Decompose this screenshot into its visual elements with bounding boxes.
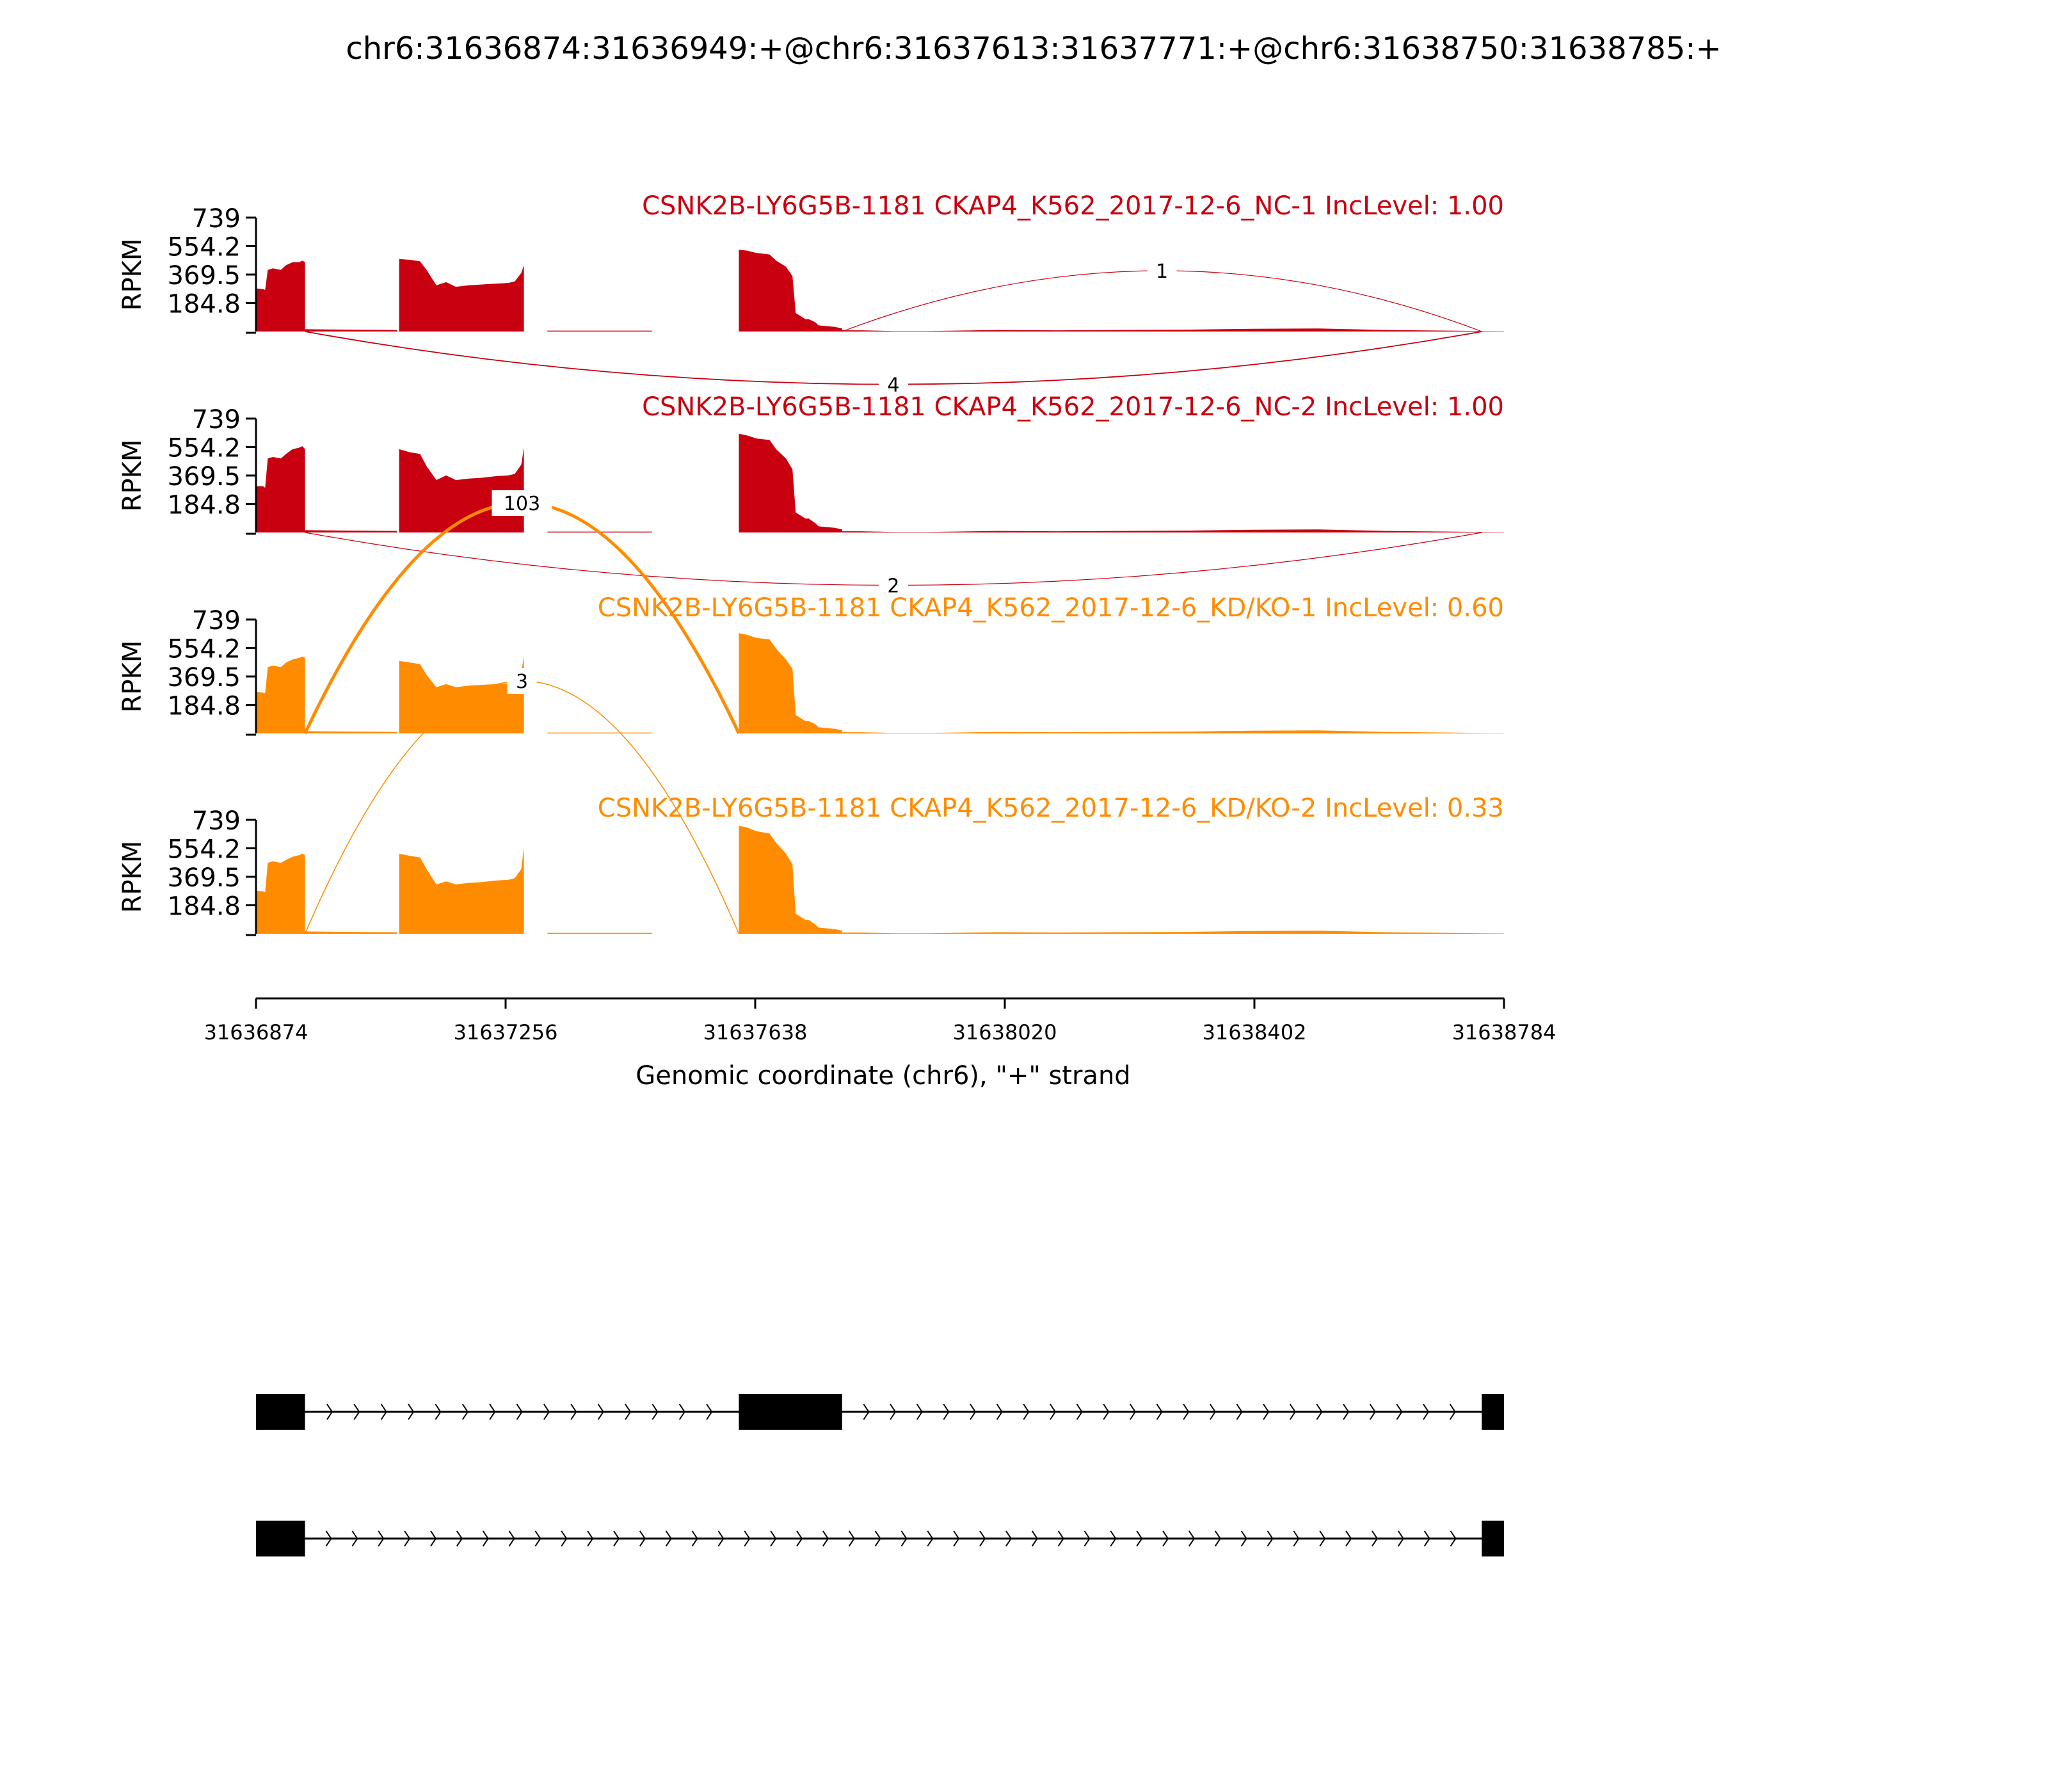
track-label: CSNK2B-LY6G5B-1181 CKAP4_K562_2017-12-6_KD/KO-1 IncLevel: 0.60 [597, 593, 1504, 623]
track-1 [118, 191, 1504, 397]
y-tick-label: 369.5 [167, 663, 241, 692]
exon-block [1482, 1394, 1504, 1430]
exon-block [256, 1521, 305, 1556]
track-4 [118, 668, 1504, 935]
track-label: CSNK2B-LY6G5B-1181 CKAP4_K562_2017-12-6_NC-2 IncLevel: 1.00 [642, 392, 1504, 422]
y-tick-label: 184.8 [167, 691, 241, 721]
y-axis-label: RPKM [118, 640, 147, 713]
x-tick-label: 31638784 [1452, 1020, 1556, 1044]
y-axis-label: RPKM [118, 439, 147, 512]
isoform-1 [256, 1394, 1504, 1430]
y-tick-label: 554.2 [167, 232, 241, 262]
track-label: CSNK2B-LY6G5B-1181 CKAP4_K562_2017-12-6_KD/KO-2 IncLevel: 0.33 [597, 794, 1504, 823]
y-tick-label: 554.2 [167, 634, 241, 664]
x-axis [204, 998, 1556, 1091]
y-tick-label: 739 [191, 806, 241, 836]
track-label: CSNK2B-LY6G5B-1181 CKAP4_K562_2017-12-6_NC-1 IncLevel: 1.00 [642, 191, 1504, 221]
coverage-area [256, 633, 1504, 733]
coverage-area [256, 250, 1504, 332]
x-tick-label: 31637638 [703, 1020, 808, 1044]
coverage-tracks [118, 191, 1504, 935]
track-2 [118, 392, 1504, 598]
exon-block [739, 1394, 842, 1430]
x-tick-label: 31636874 [204, 1020, 308, 1044]
y-axis-label: RPKM [118, 840, 147, 913]
isoform-structures [256, 1394, 1504, 1556]
isoform-2 [256, 1521, 1504, 1556]
x-tick-label: 31637256 [453, 1020, 558, 1044]
exon-block [256, 1394, 305, 1430]
y-tick-label: 369.5 [167, 863, 241, 893]
y-tick-label: 739 [191, 204, 241, 234]
y-tick-label: 554.2 [167, 433, 241, 463]
coverage-area [256, 826, 1504, 934]
x-tick-label: 31638020 [952, 1020, 1057, 1044]
y-tick-label: 184.8 [167, 892, 241, 922]
junction-count-label: 3 [515, 671, 529, 693]
junction-count-label: 2 [887, 575, 900, 598]
y-tick-label: 739 [191, 606, 241, 636]
junction-count-label: 103 [503, 493, 541, 515]
x-axis-label: Genomic coordinate (chr6), "+" strand [636, 1061, 1131, 1091]
plot-title: chr6:31636874:31636949:+@chr6:31637613:31637771:+@chr6:31638750:31638785:+ [346, 31, 1722, 67]
y-tick-label: 184.8 [167, 289, 241, 319]
exon-block [1482, 1521, 1504, 1556]
junction-count-label: 4 [887, 374, 900, 397]
y-tick-label: 184.8 [167, 490, 241, 520]
y-tick-label: 369.5 [167, 261, 241, 291]
x-tick-label: 31638402 [1202, 1020, 1307, 1044]
coverage-area [256, 434, 1504, 532]
y-tick-label: 369.5 [167, 462, 241, 492]
y-tick-label: 554.2 [167, 835, 241, 865]
junction-count-label: 1 [1155, 260, 1169, 283]
y-tick-label: 739 [191, 405, 241, 435]
y-axis-label: RPKM [118, 238, 147, 311]
